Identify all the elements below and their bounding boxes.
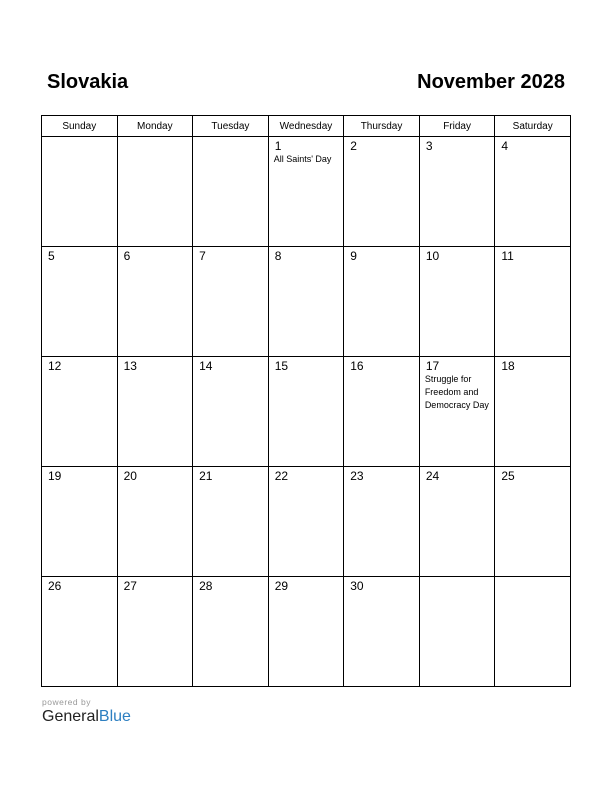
weekday-monday: Monday	[117, 116, 193, 137]
day-number: 1	[274, 139, 282, 153]
day-number	[42, 137, 117, 139]
day-number	[495, 577, 570, 579]
day-number	[118, 137, 193, 139]
weekday-header-row	[42, 116, 571, 137]
weekday-friday: Friday	[419, 116, 495, 137]
day-number: 26	[48, 579, 62, 593]
week-row	[42, 467, 571, 577]
day-cell	[117, 247, 193, 357]
day-number: 2	[350, 139, 357, 153]
day-cell	[117, 467, 193, 577]
day-cell	[268, 357, 344, 467]
powered-by-label: powered by	[42, 697, 91, 707]
day-number	[420, 577, 495, 579]
week-row	[42, 357, 571, 467]
day-number: 29	[274, 579, 289, 593]
day-cell	[495, 467, 571, 577]
day-number: 18	[501, 359, 515, 373]
day-number: 23	[350, 469, 364, 483]
day-cell	[193, 467, 269, 577]
day-number: 7	[199, 249, 206, 263]
day-number: 8	[274, 249, 282, 263]
day-number: 25	[501, 469, 515, 483]
day-number: 14	[199, 359, 213, 373]
day-cell	[419, 357, 495, 467]
day-cell	[495, 357, 571, 467]
day-number: 11	[501, 249, 514, 263]
day-cell	[42, 577, 118, 687]
month-year-title: November 2028	[417, 71, 565, 93]
day-cell	[419, 137, 495, 247]
day-number: 30	[350, 579, 364, 593]
day-cell	[268, 467, 344, 577]
day-number: 20	[123, 469, 137, 483]
week-row	[42, 247, 571, 357]
day-cell	[42, 467, 118, 577]
day-number: 10	[425, 249, 440, 263]
day-cell	[193, 137, 269, 247]
week-row	[42, 577, 571, 687]
day-number: 9	[350, 249, 357, 263]
day-number: 22	[274, 469, 289, 483]
day-number: 6	[123, 249, 131, 263]
weekday-sunday: Sunday	[42, 116, 118, 137]
day-cell	[419, 467, 495, 577]
day-cell	[419, 247, 495, 357]
country-title: Slovakia	[47, 71, 129, 93]
day-cell	[193, 247, 269, 357]
day-number: 12	[48, 359, 62, 373]
day-number: 24	[425, 469, 440, 483]
day-cell	[117, 137, 193, 247]
day-number: 28	[199, 579, 213, 593]
day-cell	[495, 137, 571, 247]
weekday-wednesday: Wednesday	[268, 116, 344, 137]
footer-branding	[42, 697, 131, 726]
brand-general: General	[42, 708, 99, 725]
day-cell	[193, 577, 269, 687]
day-cell	[344, 137, 420, 247]
day-number	[193, 137, 268, 139]
day-cell	[344, 357, 420, 467]
holiday-label: Struggle for Freedom and Democracy Day	[424, 374, 489, 410]
day-number: 16	[350, 359, 364, 373]
day-number: 19	[48, 469, 62, 483]
day-cell	[344, 247, 420, 357]
day-number: 3	[425, 139, 433, 153]
generalblue-logo	[42, 708, 131, 726]
day-cell	[42, 137, 118, 247]
brand-blue: Blue	[98, 708, 131, 725]
day-cell	[117, 357, 193, 467]
day-cell	[117, 577, 193, 687]
week-row	[42, 137, 571, 247]
day-cell	[495, 247, 571, 357]
day-number: 4	[501, 139, 509, 153]
day-number: 5	[48, 249, 55, 263]
day-cell	[42, 247, 118, 357]
calendar-grid	[41, 115, 571, 687]
day-number: 27	[123, 579, 137, 593]
day-cell	[193, 357, 269, 467]
holiday-label: All Saints' Day	[273, 154, 332, 164]
day-number: 15	[274, 359, 289, 373]
weekday-saturday: Saturday	[495, 116, 571, 137]
day-number: 13	[123, 359, 137, 373]
day-cell	[495, 577, 571, 687]
day-cell	[42, 357, 118, 467]
day-number: 21	[199, 469, 213, 483]
day-cell	[268, 137, 344, 247]
day-cell	[268, 247, 344, 357]
day-number: 17	[425, 359, 440, 373]
day-cell	[344, 577, 420, 687]
day-cell	[344, 467, 420, 577]
weekday-thursday: Thursday	[344, 116, 420, 137]
weekday-tuesday: Tuesday	[193, 116, 269, 137]
day-cell	[419, 577, 495, 687]
day-cell	[268, 577, 344, 687]
